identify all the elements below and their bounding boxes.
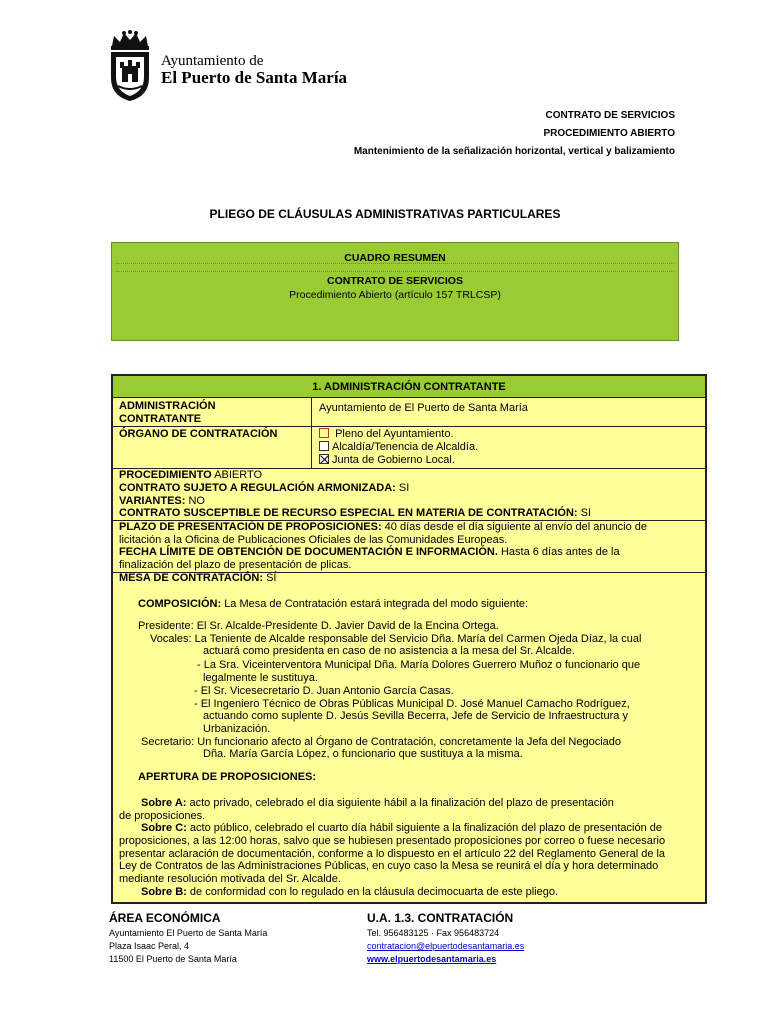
fecha-label: FECHA LÍMITE DE OBTENCIÓN DE DOCUMENTACIÓN E INFORMACIÓN. bbox=[119, 546, 498, 558]
plazo-line bbox=[119, 521, 647, 534]
sobre-b-line bbox=[141, 886, 558, 899]
organo-option-label: Alcaldía/Tenencia de Alcaldía. bbox=[332, 441, 479, 453]
org-name-line2: El Puerto de Santa María bbox=[161, 68, 348, 87]
sobre-c-label: Sobre C: bbox=[141, 822, 187, 834]
sobre-c-line-2: proposiciones, a las 12:00 horas, salvo que se hubiesen presentado proposiciones por correo o fuese necesario bbox=[119, 835, 666, 847]
footer-address-2: Plaza Isaac Peral, 4 bbox=[109, 941, 190, 951]
composicion-text: La Mesa de Contratación estará integrada del modo siguiente: bbox=[224, 598, 529, 610]
organo-option-label: Pleno del Ayuntamiento. bbox=[335, 428, 454, 440]
sobre-b-label: Sobre B: bbox=[141, 886, 187, 898]
procedimiento-line bbox=[119, 469, 262, 482]
armonizada-line bbox=[119, 482, 409, 495]
section1-table bbox=[111, 374, 707, 904]
fecha-text: Hasta 6 días antes de la bbox=[500, 546, 620, 558]
summary-rule bbox=[116, 271, 674, 272]
armonizada-value: SI bbox=[398, 482, 410, 494]
sobre-a-line bbox=[141, 797, 614, 810]
contract-type-header: CONTRATO DE SERVICIOS bbox=[545, 110, 675, 121]
sobre-b-text: de conformidad con lo regulado en la cláusula decimocuarta de este pliego. bbox=[189, 886, 559, 898]
member-line: actuará como presidenta en caso de no asistencia a la mesa del Sr. Alcalde. bbox=[203, 645, 575, 657]
member-line: Presidente: El Sr. Alcalde-Presidente D. Javier David de la Encina Ortega. bbox=[138, 620, 499, 632]
sobre-a-text: acto privado, celebrado el día siguiente hábil a la finalización del plazo de presentación bbox=[189, 797, 614, 809]
member-line: - El Sr. Vicesecretario D. Juan Antonio García Casas. bbox=[194, 685, 454, 697]
summary-contract-type: CONTRATO DE SERVICIOS bbox=[327, 275, 463, 287]
mesa-label: MESA DE CONTRATACIÓN: bbox=[119, 572, 264, 584]
sobre-c-text: acto público, celebrado el cuarto día hábil siguiente a la finalización del plazo de presentación de bbox=[189, 822, 662, 834]
organo-option-label: Junta de Gobierno Local. bbox=[332, 454, 455, 466]
footer-area-title: ÁREA ECONÓMICA bbox=[109, 911, 221, 925]
plazo-label: PLAZO DE PRESENTACIÓN DE PROPOSICIONES: bbox=[119, 521, 382, 533]
summary-title: CUADRO RESUMEN bbox=[344, 252, 446, 264]
organo-label: ÓRGANO DE CONTRATACIÓN bbox=[119, 428, 278, 440]
footer-unit-title: U.A. 1.3. CONTRATACIÓN bbox=[367, 911, 514, 925]
procedure-header: PROCEDIMIENTO ABIERTO bbox=[543, 128, 675, 139]
procedimiento-value: ABIERTO bbox=[214, 469, 263, 481]
document-title: PLIEGO DE CLÁUSULAS ADMINISTRATIVAS PARTICULARES bbox=[209, 207, 561, 221]
composicion-line bbox=[138, 598, 528, 611]
procedimiento-label: PROCEDIMIENTO bbox=[119, 469, 212, 481]
admin-label-2: CONTRATANTE bbox=[119, 413, 202, 425]
footer-phone-fax: Tel. 956483125 · Fax 956483724 bbox=[367, 928, 500, 938]
recurso-line bbox=[119, 507, 591, 520]
footer-website-link[interactable]: www.elpuertodesantamaria.es bbox=[367, 954, 497, 964]
sobre-a-label: Sobre A: bbox=[141, 797, 187, 809]
sobre-a-text-2: de proposiciones. bbox=[119, 810, 206, 822]
armonizada-label: CONTRATO SUJETO A REGULACIÓN ARMONIZADA: bbox=[119, 482, 396, 494]
org-name-line1: Ayuntamiento de bbox=[161, 53, 264, 69]
checkbox-alcaldia[interactable] bbox=[319, 441, 329, 451]
sobre-c-line-5: mediante resolución motivada del Sr. Alcalde. bbox=[119, 873, 341, 885]
variantes-value: NO bbox=[188, 495, 205, 507]
fecha-text-2: finalización del plazo de presentación de plicas. bbox=[119, 559, 352, 571]
sobre-c-line bbox=[141, 822, 662, 835]
row-divider bbox=[113, 426, 705, 427]
plazo-text: 40 días desde el día siguiente al envío del anuncio de bbox=[384, 521, 648, 533]
mesa-line bbox=[119, 572, 276, 585]
member-line: actuando como suplente D. Jesús Sevilla Becerra, Jefe de Servicio de Infraestructura y bbox=[203, 710, 628, 722]
admin-value: Ayuntamiento de El Puerto de Santa María bbox=[319, 402, 528, 414]
composicion-label: COMPOSICIÓN: bbox=[138, 598, 222, 610]
checkbox-pleno[interactable] bbox=[319, 428, 329, 438]
variantes-label: VARIANTES: bbox=[119, 495, 186, 507]
member-line: Urbanización. bbox=[203, 723, 271, 735]
member-line: Vocales: La Teniente de Alcalde responsable del Servicio Dña. María del Carmen Ojeda Díaz, la cual bbox=[150, 633, 642, 645]
column-divider bbox=[311, 398, 312, 468]
organo-option-alcaldia bbox=[319, 441, 478, 454]
sobre-c-line-4: Ley de Contratos de las Administraciones Públicas, en cuyo caso la Mesa se reunirá el día y hora determinado bbox=[119, 860, 659, 872]
recurso-value: SI bbox=[580, 507, 592, 519]
contract-subject-header: Mantenimiento de la señalización horizontal, vertical y balizamiento bbox=[353, 146, 675, 157]
sobre-c-line-3: presentar aclaración de documentación, conforme a lo dispuesto en el artículo 22 del Reglamento General de la bbox=[119, 848, 666, 860]
member-line: - La Sra. Viceinterventora Municipal Dña. María Dolores Guerrero Muñoz o funcionario que bbox=[197, 659, 641, 671]
admin-label-1: ADMINISTRACIÓN bbox=[119, 400, 216, 412]
section1-title: 1. ADMINISTRACIÓN CONTRATANTE bbox=[113, 376, 705, 398]
coat-of-arms-logo bbox=[106, 30, 154, 102]
footer-address-1: Ayuntamiento El Puerto de Santa María bbox=[109, 928, 268, 938]
footer-email-link[interactable]: contratacion@elpuertodesantamaria.es bbox=[367, 941, 525, 951]
member-line: - El Ingeniero Técnico de Obras Públicas Municipal D. José Manuel Camacho Rodríguez, bbox=[194, 698, 630, 710]
member-line: Dña. María García López, o funcionario que sustituya a la misma. bbox=[203, 748, 523, 760]
summary-procedure: Procedimiento Abierto (artículo 157 TRLCSP) bbox=[289, 289, 501, 301]
apertura-label: APERTURA DE PROPOSICIONES: bbox=[138, 771, 317, 783]
plazo-text-2: licitación a la Oficina de Publicaciones Oficiales de las Comunidades Europeas. bbox=[119, 534, 508, 546]
member-line: Secretario: Un funcionario afecto al Órgano de Contratación, concretamente la Jefa del Negociado bbox=[141, 736, 622, 748]
fecha-line bbox=[119, 546, 620, 559]
checkbox-junta-checked[interactable] bbox=[319, 454, 329, 464]
recurso-label: CONTRATO SUSCEPTIBLE DE RECURSO ESPECIAL EN MATERIA DE CONTRATACIÓN: bbox=[119, 507, 578, 519]
summary-box bbox=[111, 242, 679, 341]
organo-option-pleno bbox=[319, 428, 454, 441]
member-line: legalmente le sustituya. bbox=[203, 672, 318, 684]
variantes-line bbox=[119, 495, 205, 508]
footer-address-3: 11500 El Puerto de Santa María bbox=[109, 954, 237, 964]
mesa-value: SÍ bbox=[266, 572, 277, 584]
organo-option-junta bbox=[319, 454, 455, 467]
